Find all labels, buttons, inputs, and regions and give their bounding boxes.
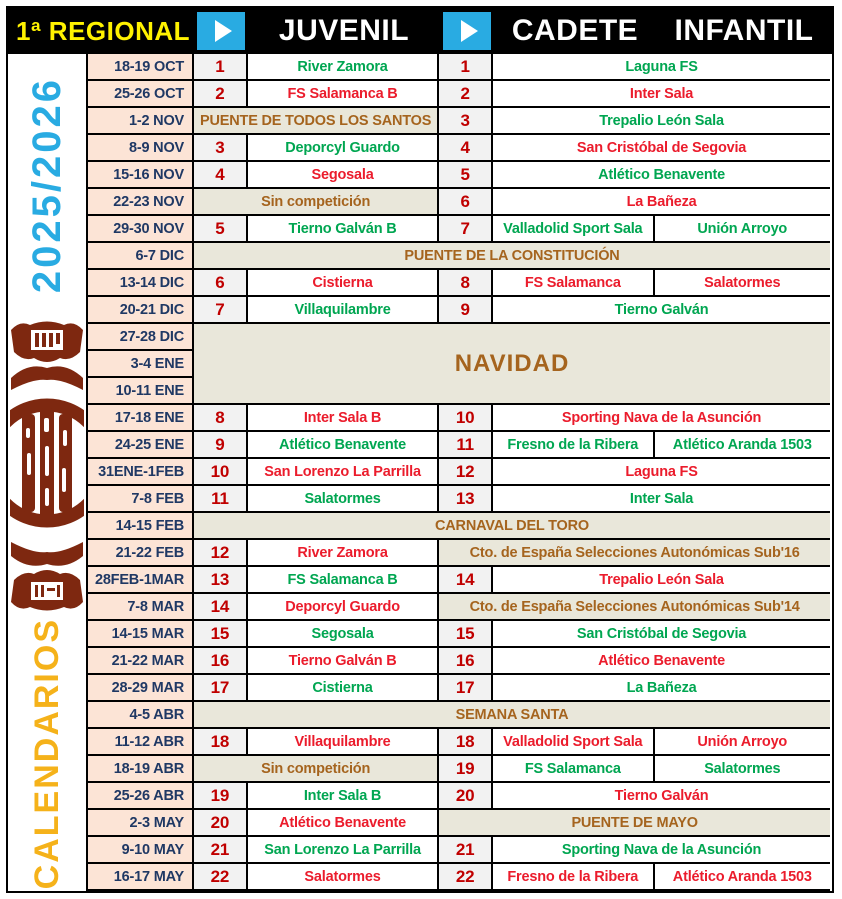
league-title: 1ª REGIONAL	[16, 15, 191, 46]
team-name: River Zamora	[248, 540, 439, 567]
jornada-number: 9	[439, 297, 493, 324]
jornada-number: 16	[194, 648, 248, 675]
calendar-row	[88, 459, 830, 486]
date-cell: 2-3 MAY	[88, 810, 194, 837]
date-cell: 21-22 FEB	[88, 540, 194, 567]
date-column	[88, 729, 194, 756]
jornada-number: 4	[439, 135, 493, 162]
team-name: Deporcyl Guardo	[248, 594, 439, 621]
team-name: Inter Sala B	[248, 783, 439, 810]
date-column	[88, 432, 194, 459]
team-name: River Zamora	[248, 54, 439, 81]
team-name: San Lorenzo La Parrilla	[248, 837, 439, 864]
team-name: Tierno Galván B	[248, 648, 439, 675]
jornada-number: 20	[439, 783, 493, 810]
date-cell: 7-8 MAR	[88, 594, 194, 621]
date-cell: 21-22 MAR	[88, 648, 194, 675]
date-column	[88, 540, 194, 567]
date-column	[88, 486, 194, 513]
date-cell: 3-4 ENE	[88, 351, 194, 378]
calendar-row	[88, 783, 830, 810]
calendar-row	[88, 702, 830, 729]
calendar-board	[6, 6, 834, 893]
team-name: Atlético Benavente	[493, 648, 830, 675]
team-name: Segosala	[248, 162, 439, 189]
jornada-number: 14	[439, 567, 493, 594]
team-name: Trepalio León Sala	[493, 108, 830, 135]
date-column	[88, 162, 194, 189]
date-cell: 10-11 ENE	[88, 378, 194, 405]
jornada-number: 21	[194, 837, 248, 864]
column-title-infantil: INFANTIL	[674, 14, 814, 47]
team-name: Villaquilambre	[248, 297, 439, 324]
sidebar	[8, 54, 88, 891]
event-cell: Sin competición	[194, 756, 439, 783]
team-name: Cistierna	[248, 270, 439, 297]
team-name: San Cristóbal de Segovia	[493, 135, 830, 162]
team-name: Valladolid Sport Sala	[493, 729, 654, 756]
date-column	[88, 81, 194, 108]
team-name: Salatormes	[655, 270, 830, 297]
team-name: FS Salamanca	[493, 270, 654, 297]
date-cell: 13-14 DIC	[88, 270, 194, 297]
jornada-number: 13	[194, 567, 248, 594]
date-cell: 24-25 ENE	[88, 432, 194, 459]
date-cell: 29-30 NOV	[88, 216, 194, 243]
jornada-number: 22	[439, 864, 493, 891]
date-column	[88, 108, 194, 135]
jornada-number: 7	[439, 216, 493, 243]
calendar-row	[88, 432, 830, 459]
date-column	[88, 243, 194, 270]
cadete-play-button[interactable]	[440, 8, 494, 54]
date-column	[88, 837, 194, 864]
jornada-number: 2	[194, 81, 248, 108]
event-cell: PUENTE DE LA CONSTITUCIÓN	[194, 243, 830, 270]
team-name: Fresno de la Ribera	[493, 432, 654, 459]
team-name: Segosala	[248, 621, 439, 648]
jornada-number: 2	[439, 81, 493, 108]
calendar-row	[88, 810, 830, 837]
jornada-number: 21	[439, 837, 493, 864]
jornada-number: 22	[194, 864, 248, 891]
calendar-row	[88, 297, 830, 324]
column-title-juvenil: JUVENIL	[278, 14, 410, 47]
team-name: Laguna FS	[493, 54, 830, 81]
date-column	[88, 405, 194, 432]
calendar-row	[88, 675, 830, 702]
team-name: Fresno de la Ribera	[493, 864, 654, 891]
jornada-number: 17	[439, 675, 493, 702]
event-cell: CARNAVAL DEL TORO	[194, 513, 830, 540]
column-title-cadete: CADETE	[511, 14, 639, 47]
event-cell: Cto. de España Selecciones Autonómicas Sub'14	[439, 594, 830, 621]
event-cell: Cto. de España Selecciones Autonómicas Sub'16	[439, 540, 830, 567]
play-arrow-icon	[461, 20, 478, 42]
date-column	[88, 810, 194, 837]
jornada-number: 18	[439, 729, 493, 756]
jornada-number: 9	[194, 432, 248, 459]
date-cell: 25-26 OCT	[88, 81, 194, 108]
calendar-row	[88, 189, 830, 216]
date-cell: 8-9 NOV	[88, 135, 194, 162]
calendar-row	[88, 567, 830, 594]
date-cell: 9-10 MAY	[88, 837, 194, 864]
jornada-number: 13	[439, 486, 493, 513]
team-name: Unión Arroyo	[655, 216, 830, 243]
date-cell: 1-2 NOV	[88, 108, 194, 135]
team-name: Trepalio León Sala	[493, 567, 830, 594]
team-name: Atlético Benavente	[493, 162, 830, 189]
date-cell: 7-8 FEB	[88, 486, 194, 513]
calendar-row	[88, 864, 830, 891]
calendar-row	[88, 108, 830, 135]
jornada-number: 12	[439, 459, 493, 486]
calendar-row	[88, 648, 830, 675]
jornada-number: 8	[194, 405, 248, 432]
team-name: Sporting Nava de la Asunción	[493, 405, 830, 432]
jornada-number: 18	[194, 729, 248, 756]
team-name: FS Salamanca	[493, 756, 655, 783]
jornada-number: 17	[194, 675, 248, 702]
date-cell: 17-18 ENE	[88, 405, 194, 432]
sidebar-artwork	[10, 316, 84, 616]
team-name: Tierno Galván	[493, 297, 830, 324]
team-name: Laguna FS	[493, 459, 830, 486]
team-name: Villaquilambre	[248, 729, 439, 756]
date-column	[88, 621, 194, 648]
team-name: San Lorenzo La Parrilla	[248, 459, 439, 486]
jornada-number: 19	[194, 783, 248, 810]
team-name: Inter Sala	[493, 81, 830, 108]
header-bar	[8, 8, 832, 54]
date-cell: 28-29 MAR	[88, 675, 194, 702]
event-cell: Sin competición	[194, 189, 439, 216]
date-cell: 18-19 OCT	[88, 54, 194, 81]
jornada-number: 10	[194, 459, 248, 486]
date-column	[88, 324, 194, 405]
jornada-number: 4	[194, 162, 248, 189]
date-cell: 6-7 DIC	[88, 243, 194, 270]
calendar-row	[88, 54, 830, 81]
jornada-number: 1	[439, 54, 493, 81]
season-label: 2025/2026	[24, 76, 69, 294]
calendar-row	[88, 594, 830, 621]
team-name: Atlético Benavente	[248, 432, 439, 459]
juvenil-play-button[interactable]	[194, 8, 248, 54]
date-cell: 31ENE-1FEB	[88, 459, 194, 486]
date-column	[88, 702, 194, 729]
calendar-row	[88, 729, 830, 756]
calendar-row	[88, 540, 830, 567]
calendar-rows	[88, 54, 830, 891]
jornada-number: 11	[194, 486, 248, 513]
team-name: Tierno Galván	[493, 783, 830, 810]
team-name: Deporcyl Guardo	[248, 135, 439, 162]
jornada-number: 15	[194, 621, 248, 648]
date-column	[88, 864, 194, 891]
date-column	[88, 675, 194, 702]
calendar-row	[88, 135, 830, 162]
event-cell: PUENTE DE TODOS LOS SANTOS	[194, 108, 439, 135]
date-cell: 18-19 ABR	[88, 756, 194, 783]
team-name: FS Salamanca B	[248, 567, 439, 594]
date-column	[88, 648, 194, 675]
team-name: Tierno Galván B	[248, 216, 439, 243]
brand-label: CALENDARIOS	[27, 617, 66, 890]
jornada-number: 10	[439, 405, 493, 432]
calendar-row	[88, 162, 830, 189]
team-name: Inter Sala B	[248, 405, 439, 432]
jornada-number: 5	[194, 216, 248, 243]
team-name: Salatormes	[655, 756, 830, 783]
date-column	[88, 270, 194, 297]
calendar-row	[88, 486, 830, 513]
calendar-row	[88, 621, 830, 648]
team-name: Valladolid Sport Sala	[493, 216, 654, 243]
team-name: Salatormes	[248, 486, 439, 513]
calendar-row	[88, 81, 830, 108]
calendar-row	[88, 324, 830, 405]
calendar-row	[88, 270, 830, 297]
event-cell: NAVIDAD	[194, 324, 830, 405]
calendar-row	[88, 756, 830, 783]
date-column	[88, 783, 194, 810]
team-name: FS Salamanca B	[248, 81, 439, 108]
team-name: Atlético Aranda 1503	[655, 864, 830, 891]
team-name: Atlético Aranda 1503	[655, 432, 830, 459]
team-name: Sporting Nava de la Asunción	[493, 837, 830, 864]
jornada-number: 15	[439, 621, 493, 648]
event-cell: SEMANA SANTA	[194, 702, 830, 729]
team-name: Cistierna	[248, 675, 439, 702]
jornada-number: 20	[194, 810, 248, 837]
date-column	[88, 189, 194, 216]
date-column	[88, 594, 194, 621]
jornada-number: 14	[194, 594, 248, 621]
jornada-number: 6	[439, 189, 493, 216]
calendar-row	[88, 216, 830, 243]
play-arrow-icon	[215, 20, 232, 42]
calendar-row	[88, 405, 830, 432]
date-cell: 27-28 DIC	[88, 324, 194, 351]
team-name: Salatormes	[248, 864, 439, 891]
jornada-number: 16	[439, 648, 493, 675]
date-column	[88, 135, 194, 162]
jornada-number: 12	[194, 540, 248, 567]
calendar-row	[88, 513, 830, 540]
jornada-number: 5	[439, 162, 493, 189]
event-cell: PUENTE DE MAYO	[439, 810, 830, 837]
jornada-number: 3	[439, 108, 493, 135]
date-column	[88, 54, 194, 81]
date-cell: 4-5 ABR	[88, 702, 194, 729]
jornada-number: 8	[439, 270, 493, 297]
team-name: Inter Sala	[493, 486, 830, 513]
jornada-number: 11	[439, 432, 493, 459]
date-column	[88, 567, 194, 594]
date-cell: 22-23 NOV	[88, 189, 194, 216]
date-cell: 25-26 ABR	[88, 783, 194, 810]
date-cell: 28FEB-1MAR	[88, 567, 194, 594]
calendar-row	[88, 837, 830, 864]
jornada-number: 6	[194, 270, 248, 297]
date-column	[88, 297, 194, 324]
date-column	[88, 459, 194, 486]
date-cell: 14-15 MAR	[88, 621, 194, 648]
date-cell: 11-12 ABR	[88, 729, 194, 756]
date-column	[88, 216, 194, 243]
jornada-number: 3	[194, 135, 248, 162]
jornada-number: 1	[194, 54, 248, 81]
date-column	[88, 756, 194, 783]
date-cell: 20-21 DIC	[88, 297, 194, 324]
woodcut-emblem-icon	[10, 318, 84, 614]
date-column	[88, 513, 194, 540]
date-cell: 15-16 NOV	[88, 162, 194, 189]
jornada-number: 19	[439, 756, 493, 783]
date-cell: 14-15 FEB	[88, 513, 194, 540]
team-name: La Bañeza	[493, 675, 830, 702]
team-name: La Bañeza	[493, 189, 830, 216]
date-cell: 16-17 MAY	[88, 864, 194, 891]
team-name: Unión Arroyo	[655, 729, 830, 756]
team-name: Atlético Benavente	[248, 810, 439, 837]
team-name: San Cristóbal de Segovia	[493, 621, 830, 648]
jornada-number: 7	[194, 297, 248, 324]
calendar-row	[88, 243, 830, 270]
